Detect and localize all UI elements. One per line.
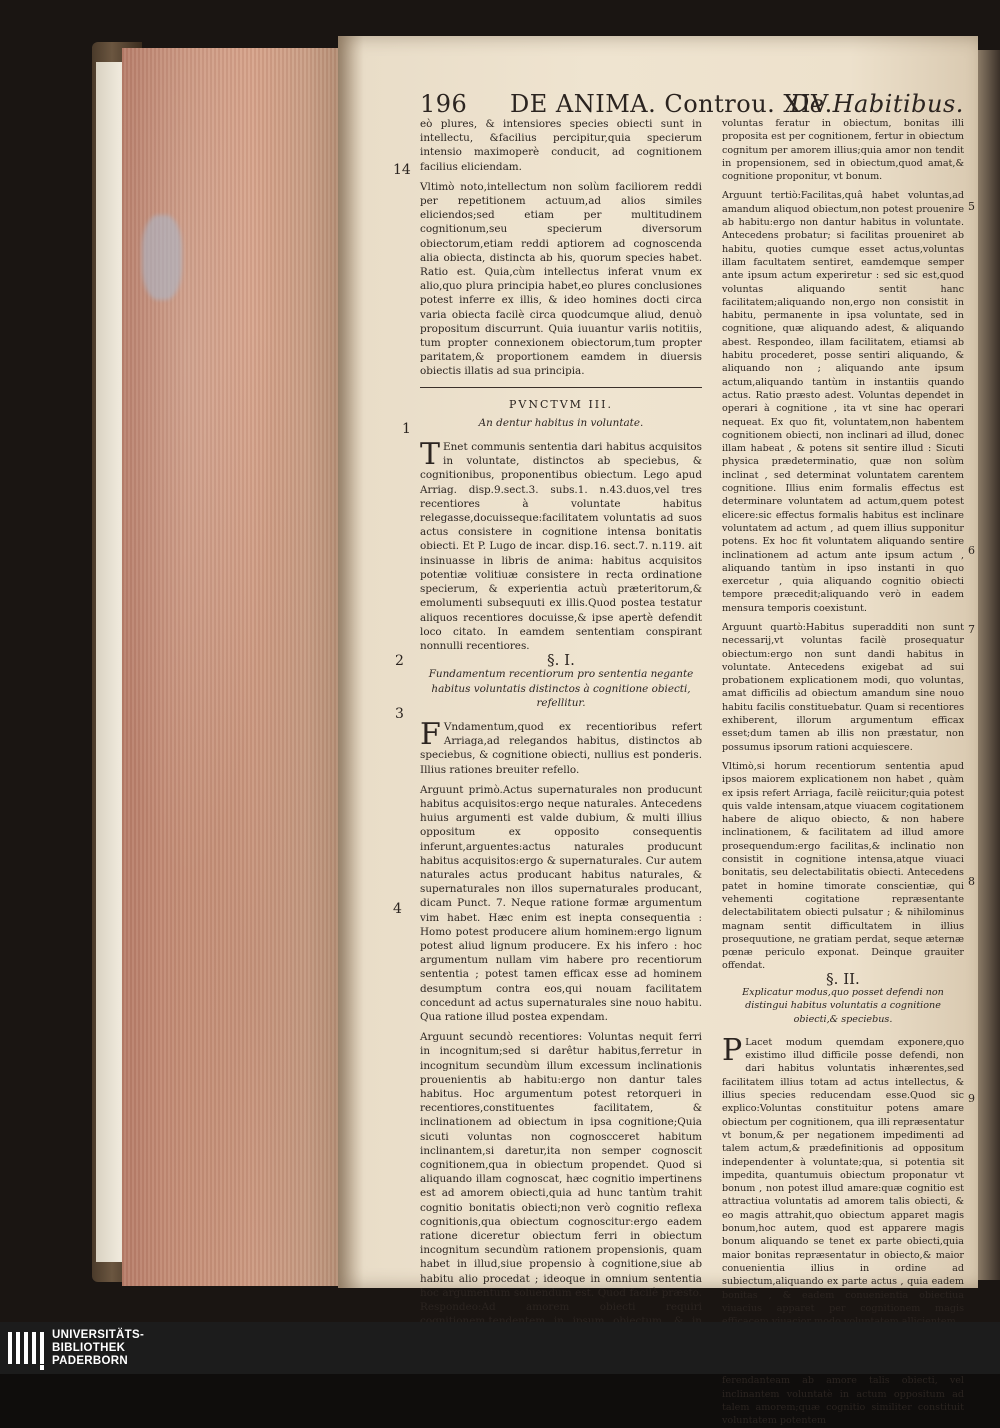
paragraph: Lacet modum quemdam exponere,quo existimo illud difficile posse defendi, non dari habitus voluntatis inhærentes,sed facilitatem illius totam ad actus intellectus, & illius species reducendam esse.Quod sic explico:Voluntas constituitur potens amare obiectum per cognitionem, qua illi repræsentatur vt bonum,& per negationem impedimenti ad talem actum,& prædefinitionis ad oppositum independenter à voluntate;qua, si potentia sit impedita, quantumuis obiectum proponatur vt bonum , non potest illud amare:quæ cognitio est attractiua voluntatis ad amorem talis obiecti, & eo magis attrahit,quo obiectum apparet magis bonum,hoc autem, quod est apparere magis bonum aliquando se tenet ex parte obiecti,quia maior bonitas repræsentatur in obiecto,& maior conuenientia illius in ordine ad subiectum,aliquando ex parte actus , quia eadem bonitas , & eadem conuenientia obiectiua viuacius apparet per cognitionem magis bbox=[722, 1036, 964, 1314]
running-head-title: DE ANIMA. Controu. XIV. bbox=[510, 90, 833, 118]
library-footer bbox=[0, 1322, 1000, 1374]
paragraph: Arguunt primò.Actus supernaturales non producunt habitus acquisitos:ergo neque naturales. Antecedens huius argumenti est valde dubium, & multi illius oppositum ex opposito consequentis inferunt,arguentes:actus naturales producunt habitus acquisitos:ergo & supernaturales. Cur autem naturales actus producant habitus naturales, & supernaturales non illos supernaturales producant, dicam Punct. 7. Neque ratione formæ argumentum vim habet. Hæc enim est inepta consequentia : Homo potest producere alium hominem:ergo lignum potest aliud lignum producere. Ex his infero : hoc argumentum nullam vim habere pro recentiorum sententia ; potest tamen efficax esse ad hominem desumptum contra eos,qui nouam facilitatem concedunt ad actus supernaturales sine nouo habitu. Qua ratione illud postea expendam. bbox=[420, 783, 702, 1023]
section-divider bbox=[420, 387, 702, 388]
left-text-column bbox=[420, 117, 702, 1357]
margin-number: 1 bbox=[402, 421, 411, 437]
margin-number: 8 bbox=[968, 875, 975, 888]
margin-number: 7 bbox=[968, 623, 975, 636]
margin-number: 3 bbox=[395, 706, 404, 722]
margin-number: 4 bbox=[393, 901, 402, 917]
right-text-column bbox=[722, 117, 964, 1428]
section-heading: §. II. bbox=[826, 969, 860, 988]
library-name-line: UNIVERSITÄTS- bbox=[52, 1329, 145, 1341]
drop-cap: F bbox=[420, 716, 441, 752]
paragraph: Vltimò noto,intellectum non solùm faciliorem reddi per repetitionem actuum,ad alios similes eliciendos;sed etiam per multitudinem cognitionum,seu specierum diversorum obiectorum,etiam reddi aptiorem ad cognoscenda alia obiecta, distincta ab his, quorum species habet. Ratio est. Quia,cùm intellectus inferat vnum ex alio,quo plura principia habet,eo plures conclusiones potest inferre ex illis, & ideo homines docti circa varia obiecta facilè circa quodcumque aliud, denuò propositum discurrunt. Quia iuuantur variis notitiis, tum propter connexionem obiectorum,tum propter paritatem,& proportionem eamdem in diuersis obiectis illatis ad sua principia. bbox=[420, 180, 702, 378]
paragraph: voluntas feratur in obiectum, bonitas illi proposita est per cognitionem, fertur in obiectum cognitum per amorem illius;quia amor non tendit in propensionem, sed in obiectum,quod amat,& cognitione proponitur, vt bonum. bbox=[722, 118, 964, 183]
paragraph: eò plures, & intensiores species obiecti sunt in intellectu, &facilius percipitur,quia specierum intensio maximoperè conducit, ad cognitionem facilius eliciendam. bbox=[420, 118, 702, 173]
paragraph: Vndamentum,quod ex recentioribus refert Arriaga,ad relegandos habitus, distinctos ab speciebus, & cognitione obiecti, nullius est ponderis. Illius rationes breuiter refello. bbox=[420, 720, 702, 776]
margin-number: 5 bbox=[968, 200, 975, 213]
margin-number: 9 bbox=[968, 1092, 975, 1105]
running-head bbox=[420, 90, 964, 120]
library-logo-icon bbox=[8, 1332, 44, 1368]
page-number: 196 bbox=[420, 90, 468, 118]
paragraph: Arguunt secundò recentiores: Voluntas nequit ferri in incognitum;sed si darêtur habitus,ferretur in incognitum secundùm illum excessum inclinationis prouenientis ab habitu:ergo non dantur tales habitus. Hoc argumentum potest retorqueri in recentiores,constituentes facilitatem, & inclinationem ad obiectum in ipsa cognitione;Quia sicuti voluntas non cognoscceret habitum inclinantem,si daretur,ita non semper cognoscit cognitionem,qua in obiectum propendet. Quod si aliquando illam cognoscat, hæc cognitio impertinens est ad amorem obiecti,quia ad hunc tantùm trahit cognitio bonitatis obiecti;non verò cognitio reflexa cognitionis,qua obiectum cognoscitur:ergo eadem ratione diceretur obiectum ferri in obiectum incognitum secundùm rationem propensionis, quam habet in illud,siue propensio à cognitione,siue ab habitu alio procedat ; ideoque in omnium sententia hoc argumentum soluendum est. Quod facilè præsto. Respondeo:Ad amorem obiecti requiri bbox=[420, 1031, 702, 1314]
drop-cap: T bbox=[420, 437, 441, 473]
margin-number: 6 bbox=[968, 544, 975, 557]
section-heading: §. I. bbox=[547, 651, 575, 670]
paragraph: Enet communis sententia dari habitus acquisitos in voluntate, distinctos ab speciebus, & cognitionibus, proponentibus obiectum. Lego apud Arriag. disp.9.sect.3. subs.1. n.43.duos,vel tres recentiores à voluntate habitus relegasse,docuisseque:facilitatem voluntatis ad suos actus consistere in cognitione intensa bonitatis obiecti. Et P. Lugo de incar. disp.16. sect.7. n.119. ait insinuasse in libris de anima: habitus acquisitos potentiæ volitiuæ consistere in recta ordinatione specierum, & experientia actuù præteritorum,& emolumenti subsequuti ex illis.Quod postea testatur aliquos recentiores docuisse,& ipse apertè defendit loco citato. In eamdem sententiam conspirant nonnulli recentiores. bbox=[420, 441, 702, 652]
library-name bbox=[52, 1329, 144, 1368]
punctum-subtitle: An dentur habitus in voluntate. bbox=[478, 416, 644, 429]
library-name-line: PADERBORN bbox=[52, 1355, 128, 1367]
section-title: Fundamentum recentiorum pro sententia negante habitus voluntatis distinctos à cognitione obiecti, refellitur. bbox=[428, 668, 694, 709]
paragraph: Vltimò,si horum recentiorum sententia apud ipsos maiorem explicationem non habet , quàm ex ipsis refert Arriaga, facilè reiicitur;quia potest quis valde intensam,atque viuacem cogitationem habere de aliquo obiecto, & non habere inclinationem, & facilitatem ad illud amore prosequendum:ergo facilitas,& inclinatio non consistit in cognitione intensa,atque viuaci bonitatis, seu delectabilitatis obiecti. Antecedens patet in homine timorate conscientiæ, qui vehementi cogitatione repræsentante delectabilitatem obiecti pulsatur ; & nihilominus magnam sentit difficultatem in illius prosequutione, ne gratiam perdat, seque æternæ pœnæ periculo exponat. Deinque grauiter offendat. bbox=[722, 760, 964, 972]
margin-number: 14 bbox=[393, 162, 411, 178]
section-title: Explicatur modus,quo posset defendi non distingui habitus voluntatis a cognitione obiecti,& speciebus. bbox=[742, 987, 944, 1025]
water-stain bbox=[142, 215, 182, 300]
punctum-heading: PVNCTVM III. bbox=[509, 397, 613, 411]
drop-cap: P bbox=[722, 1032, 743, 1068]
book-cover-right bbox=[978, 50, 1000, 1280]
paragraph: ferendanteam ab amore talis obiecti, vel inclinantem voluntatè in actum oppositum ad talem amorem;quæ cognitio similiter constituit voluntatem potentem bbox=[722, 1375, 964, 1427]
running-head-subject: De Habitibus. bbox=[790, 90, 964, 118]
margin-number: 2 bbox=[395, 653, 404, 669]
library-name-line: BIBLIOTHEK bbox=[52, 1342, 126, 1354]
paragraph: Arguunt quartò:Habitus superadditi non sunt necessarij,vt voluntas facilè prosequatur obiectum:ergo non sunt dandi habitus in voluntate. Antecedens exigebat ad sui probationem explicationem modi, quo voluntas, amat difficilis ad obiectum amandum sine nouo habitu facilis constituebatur. Quam si recentiores exhiberent, illorum argumentum efficax esset;dum tamen ab illis non præstatur, non possumus ipsorum rationi acquiescere. bbox=[722, 621, 964, 753]
paragraph: Arguunt tertiò:Facilitas,quâ habet voluntas,ad amandum aliquod obiectum,non potest prouenire ab habitu:ergo non dantur habitus in voluntate. Antecedens probatur; si facilitas proueniret ab habitu, quoties cumque esset actus,voluntas illam facultatem sentiret, eamdemque semper ante ipsum actum experiretur : sed sic est,quod voluntas aliquando sentit hanc facilitatem;aliquando non,ergo non consistit in habitu, permanente in ipsa voluntate, sed in cognitione, quæ aliquando adest, & aliquando abest. Respondeo, illam facilitatem, etiamsi ab habitu procederet, posse sentiri aliquando, & aliquando non ; aliquando ante ipsum actum,aliquando tantùm in instantiis quando actus. Ratio præsto adest. Voluntas dependet in operari à cognitione , ita vt sine hac operari nequeat. Ex quo fit, voluntatem,non habentem cognitionem obiecti, non inclinari ad illud, donec illam habeat , & potens sit sentire illud : Sicuti physica prædeterminatio, quæ non solùm inclinat , sed determinat voluntatem carentem cognitione. Illius enim formalis effectus est determinare voluntatem ad actum,quem potest elicere:sic effectus formalis habitus est inclinare voluntatem ad actum , ad quem illius supponitur potens. Ex hoc fit voluntatem aliquando sentire inclinationem ad actum ante ipsum actum , aliquando tantùm in ipso instanti in quo exercetur , quia aliquando cognitio obiecti tempore præcedit;aliquando verò in eadem mensura temporis coexistunt. bbox=[722, 190, 964, 614]
